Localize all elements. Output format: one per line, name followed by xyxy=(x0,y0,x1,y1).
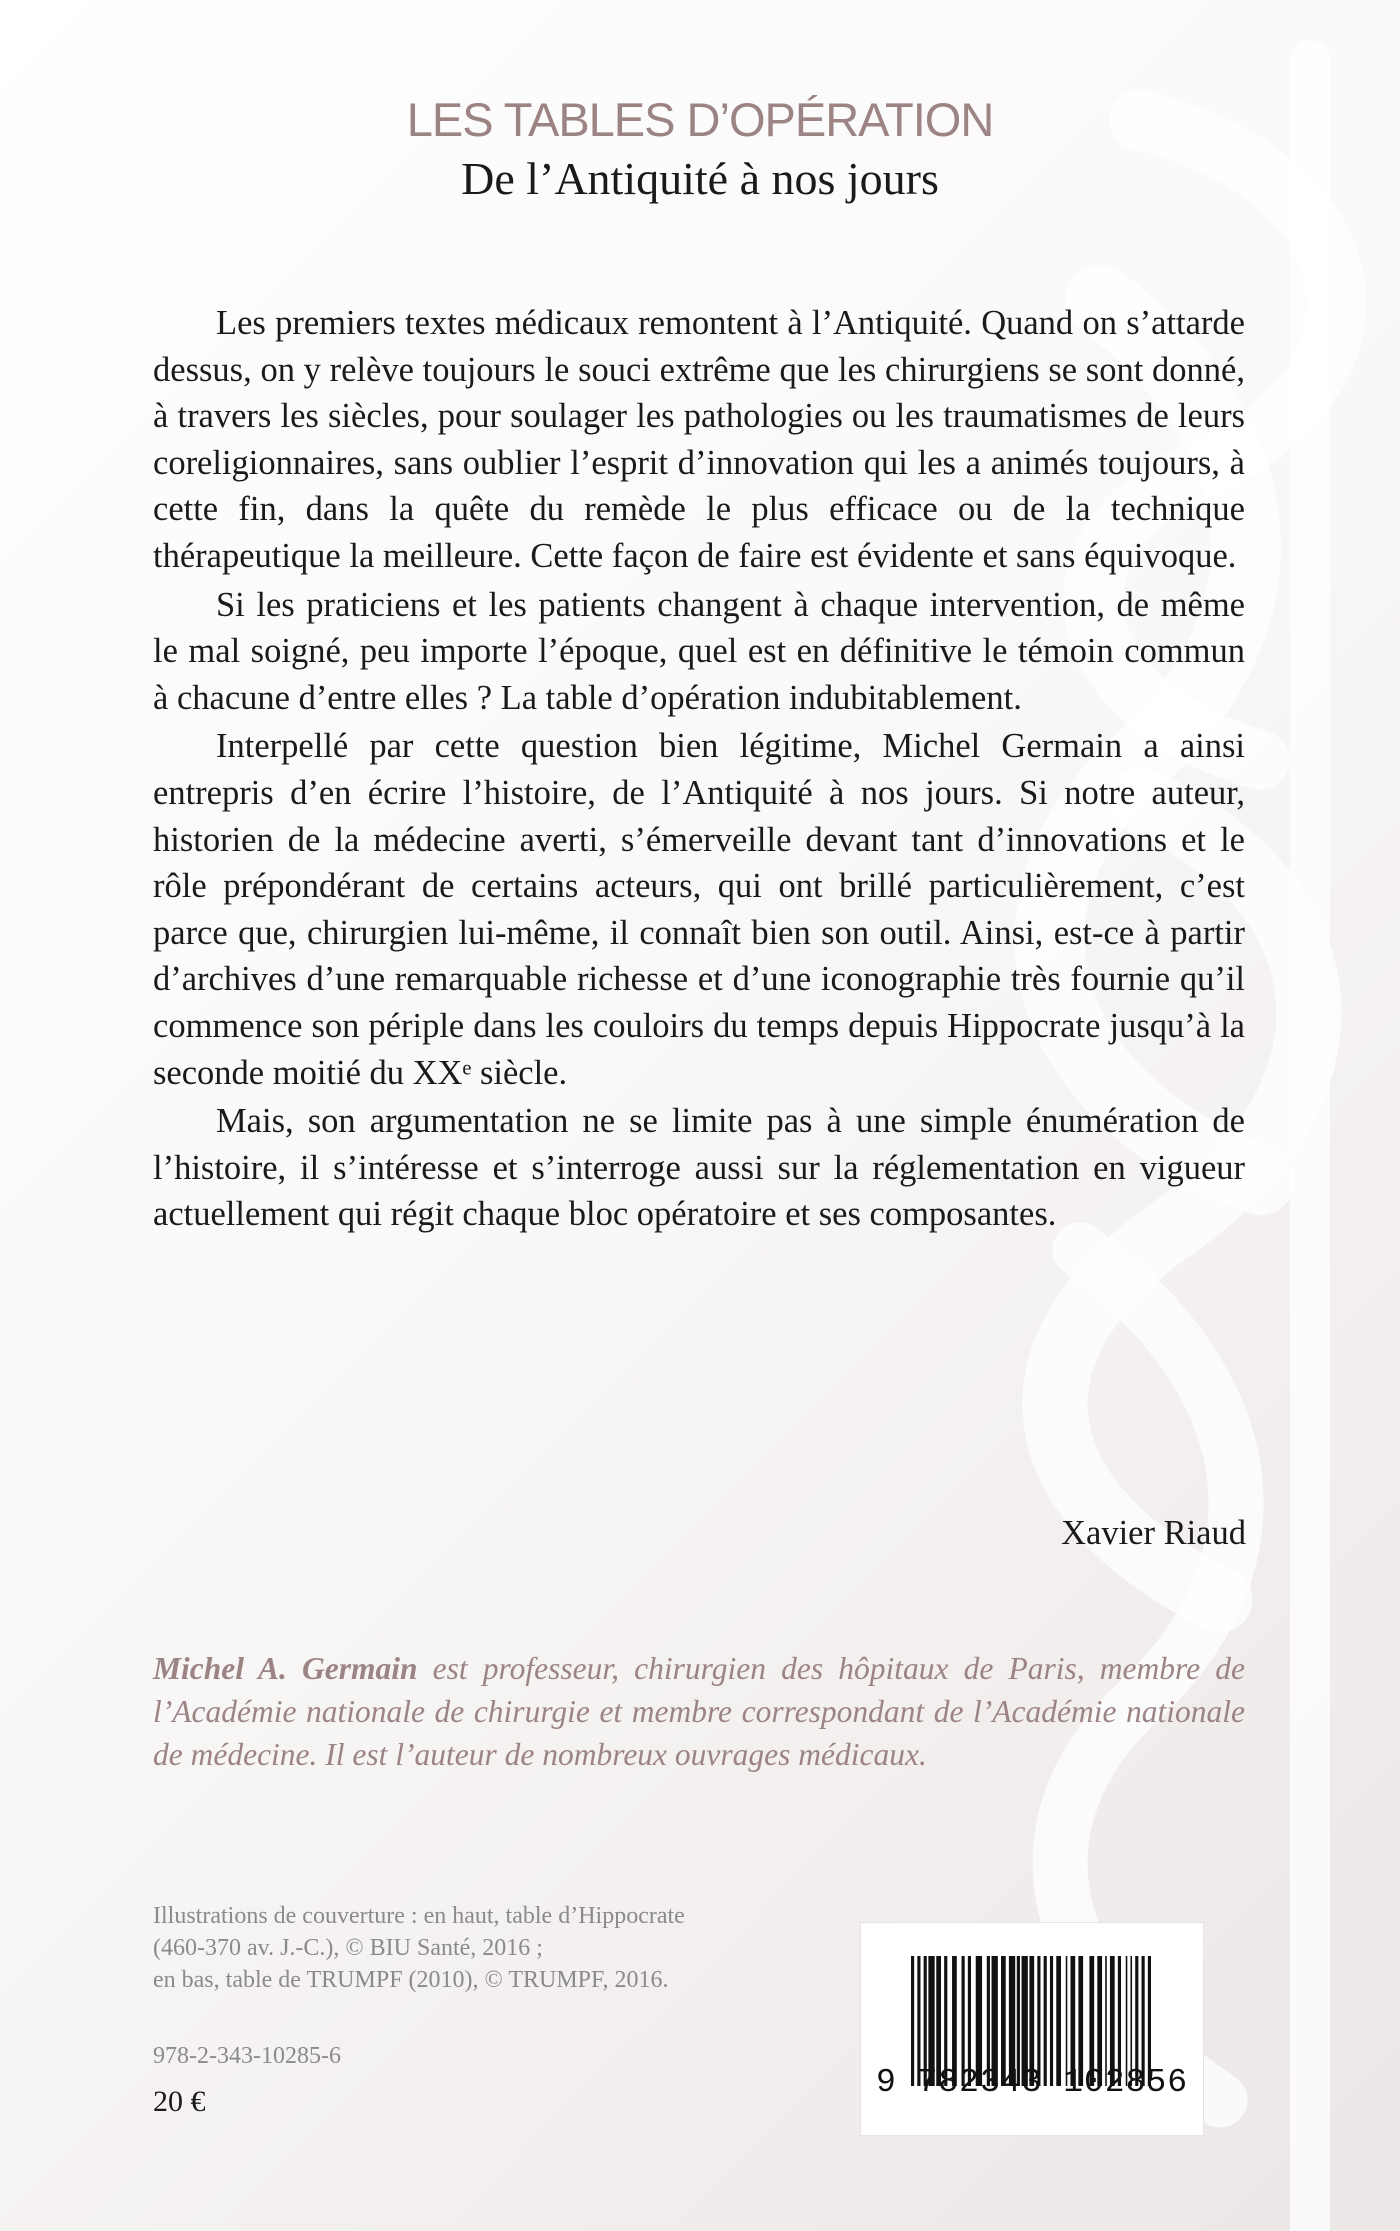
description-paragraph: Les premiers textes médicaux remontent à l’Antiquité. Quand on s’attarde dessus, on y relève toujours le souci extrême que les chirurgiens se sont donné, à travers les siècles, pour soulager les pathologies ou les traumatismes de leurs coreligionnaires, sans oublier l’esprit d’innovation qui les a animés toujours, à cette fin, dans la quête du remède le plus efficace ou de la technique thérapeutique la meilleure. Cette façon de faire est évidente et sans équivoque. xyxy=(153,304,1245,575)
description-text xyxy=(153,300,1245,1240)
credits-line: en bas, table de TRUMPF (2010), © TRUMPF, 2016. xyxy=(153,1967,669,1993)
description-paragraph: Si les praticiens et les patients changent à chaque intervention, de même le mal soigné, peu importe l’époque, quel est en définitive le témoin commun à chacune d’entre elles ? La table d’opération indubitablement. xyxy=(153,585,1245,717)
description-paragraph: Interpellé par cette question bien légitime, Michel Germain a ainsi entrepris d’en écrire l’histoire, de l’Antiquité à nos jours. Si notre auteur, historien de la médecine averti, s’émerveille devant tant d’innovations et le rôle prépondérant de certains acteurs, qui ont brillé particulièrement, c’est parce que, chirurgien lui-même, il connaît bien son outil. Ainsi, est-ce à partir d’archives d’une remarquable richesse et d’une iconographie très fournie qu’il commence son périple dans les couloirs du temps depuis Hippocrate jusqu’à la seconde moitié du XXᵉ siècle. xyxy=(153,727,1245,1092)
price: 20 € xyxy=(153,2085,206,2118)
cover-credits xyxy=(153,1900,793,1996)
author-bio-text: est professeur, chirurgien des hôpitaux de Paris, membre de l’Académie nationale de chirurgie et membre correspondant de l’Académie nationale de médecine. Il est l’auteur de nombreux ouvrages médicaux. xyxy=(153,1651,1245,1772)
author-bio xyxy=(153,1647,1245,1776)
credits-line: (460-370 av. J.-C.), © BIU Santé, 2016 ; xyxy=(153,1935,543,1961)
isbn: 978-2-343-10285-6 xyxy=(153,2043,341,2069)
barcode xyxy=(860,1922,1204,2136)
barcode-digits: 9 782343 102856 xyxy=(875,2064,1189,2101)
series-title: LES TABLES D’OPÉRATION xyxy=(406,93,994,146)
credits-line: Illustrations de couverture : en haut, table d’Hippocrate xyxy=(153,1903,685,1929)
author-name: Michel A. Germain xyxy=(153,1651,418,1686)
book-subtitle: De l’Antiquité à nos jours xyxy=(461,153,939,204)
signature: Xavier Riaud xyxy=(1061,1514,1246,1552)
description-paragraph: Mais, son argumentation ne se limite pas à une simple énumération de l’histoire, il s’intéresse et s’interroge aussi sur la réglementation en vigueur actuellement qui régit chaque bloc opératoire et ses composantes. xyxy=(153,1102,1245,1234)
